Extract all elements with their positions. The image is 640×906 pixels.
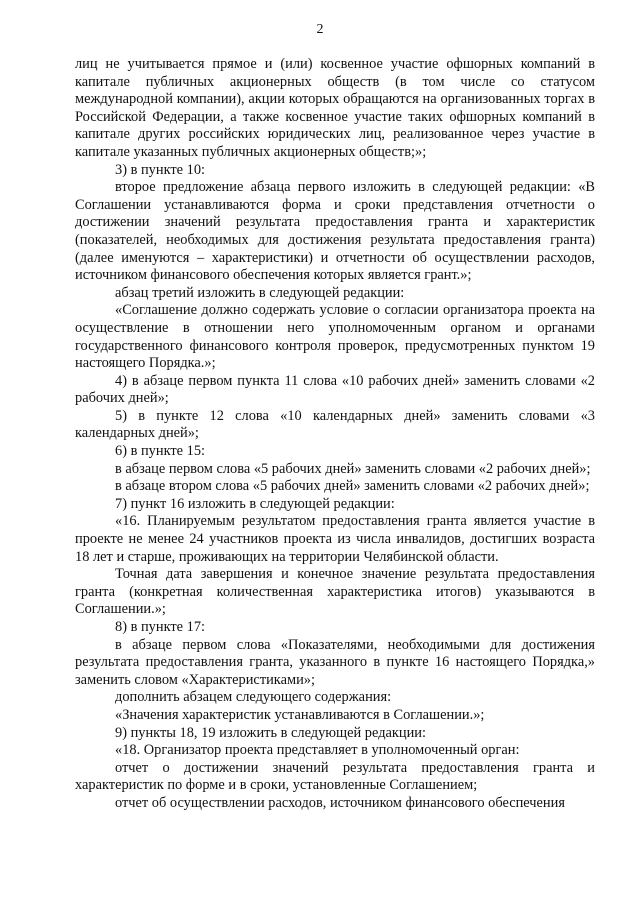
paragraph: «Соглашение должно содержать условие о согласии организатора проекта на осуществление в отношении него уполномоченным органом и органами государственного финансового контроля проверок, предусмотренных пунктом 19 настоящего Порядка.»;: [75, 302, 595, 372]
paragraph: 9) пункты 18, 19 изложить в следующей редакции:: [115, 724, 426, 741]
paragraph: «18. Организатор проекта представляет в уполномоченный орган:: [115, 742, 520, 759]
paragraph: 8) в пункте 17:: [115, 619, 206, 635]
paragraph: Точная дата завершения и конечное значение результата предоставления гранта (конкретная количественная характеристика итогов) указываются в Соглашении.»;: [75, 566, 595, 618]
paragraph: отчет о достижении значений результата предоставления гранта и характеристик по форме и в сроки, установленные Соглашением;: [75, 759, 595, 794]
paragraph: 5) в пункте 12 слова «10 календарных дней» заменить словами «3 календарных дней»;: [75, 407, 595, 442]
paragraph: в абзаце первом слова «Показателями, необходимыми для достижения результата предоставления гранта, указанного в пункте 16 настоящего Порядка,» заменить словом «Характеристиками»;: [75, 636, 595, 688]
page-number: 2: [316, 22, 324, 37]
paragraph: абзац третий изложить в следующей редакции:: [115, 284, 405, 301]
paragraph: 4) в абзаце первом пункта 11 слова «10 рабочих дней» заменить словами «2 рабочих дней»;: [75, 372, 595, 407]
paragraph: 7) пункт 16 изложить в следующей редакции:: [115, 495, 395, 512]
paragraph: лиц не учитывается прямое и (или) косвенное участие офшорных компаний в капитале публичных акционерных обществ (в том числе со статусом международной компании), акции которых обращаются на организованных торгах в Российской Федерации, а также косвенное участие таких офшорных компаний в капитале других российских юридических лиц, реализованное через участие в капитале указанных публичных акционерных обществ;»;: [75, 56, 595, 160]
paragraph: «16. Планируемым результатом предоставления гранта является участие в проекте не менее 24 участников проекта из числа инвалидов, достигших возраста 18 лет и старше, проживающих на территории Челябинской области.: [75, 513, 595, 565]
paragraph: в абзаце первом слова «5 рабочих дней» заменить словами «2 рабочих дней»;: [115, 460, 591, 477]
paragraph: 3) в пункте 10:: [115, 161, 206, 178]
paragraph: отчет об осуществлении расходов, источником финансового обеспечения: [115, 794, 565, 811]
document-body: [75, 56, 595, 813]
paragraph: второе предложение абзаца первого изложить в следующей редакции: «В Соглашении устанавливаются форма и сроки представления отчетности о достижении значений результата предоставления гранта и характеристик (показателей, необходимых для достижения результата предоставления гранта) (далее именуются – характеристики) и отчетности об осуществлении расходов, источником финансового обеспечения которых является грант.»;: [75, 179, 595, 284]
paragraph: дополнить абзацем следующего содержания:: [115, 689, 392, 706]
paragraph: «Значения характеристик устанавливаются в Соглашении.»;: [115, 706, 485, 723]
paragraph: 6) в пункте 15:: [115, 443, 206, 460]
paragraph: в абзаце втором слова «5 рабочих дней» заменить словами «2 рабочих дней»;: [115, 478, 590, 495]
